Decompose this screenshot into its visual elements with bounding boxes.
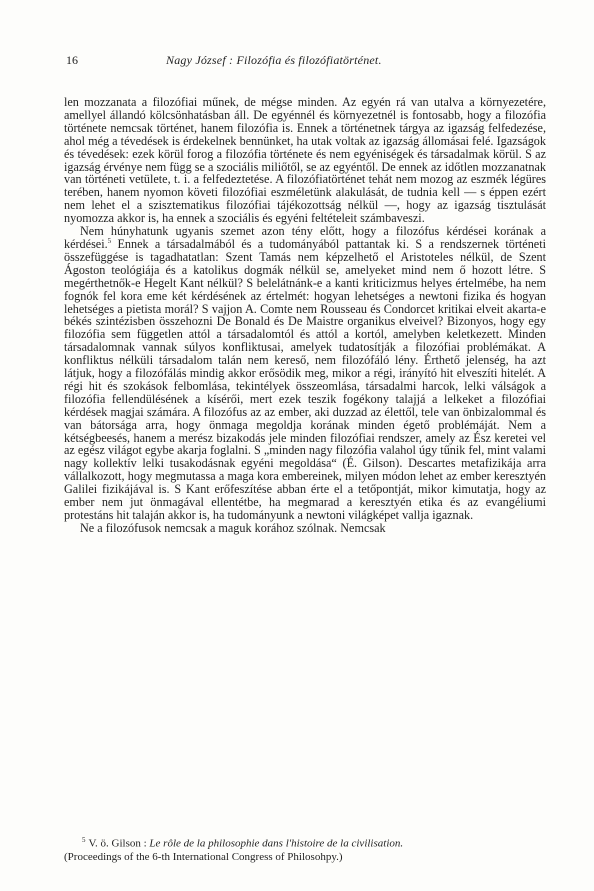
paragraph-2	[64, 225, 546, 522]
footnote-line-1	[64, 834, 546, 851]
running-head: Nagy József : Filozófia és filozófiatörténet.	[166, 53, 382, 67]
footnote-title: Le rôle de la philosophie dans l'histoire de la civilisation.	[149, 837, 404, 850]
paragraph-2-text-a: Nem húnyhatunk ugyanis szemet azon tény előtt, hogy a filozófus kérdései korának a kérdései.	[64, 224, 546, 251]
paragraph-2-text-b: Ennek a társadalmából és a tudományából pattantak ki. S a rendszernek történeti összefüggése is tagadhatatlan: Szent Tamás nem képzelhető el Aristoteles nélkül, de Szent Ágoston teológiája és a katolikus dogmák nélkül se, amelyeket mind nem ő hozott létre. S megérthetnők-e Hegelt Kant nélkül? S belelátnánk-e a kanti kriticizmus helyes értelmébe, ha nem fognók fel kora eme két kérdésének az értelmét: hogyan lehetséges a newtoni fizika és hogyan lehetséges a pietista morál? S vajjon A. Comte nem Rousseau és Condorcet kritikai elveit akarta-e békés szintézisben összehozni De Bonald és De Maistre organikus elveivel? Bizonyos, hogy egy filozófia sem független attól a társadalomtól és attól a kortól, amelyben keletkezett. Minden társadalomnak vannak súlyos konfliktusai, amelyek tudatosítják a filozófiai problémákat. A konfliktus nélküli társadalom talán nem kereső, nem filozófáló lény. Érthető jelenség, ha azt látjuk, hogy a filozófálás mindig akkor erősödik meg, mikor a régi, irányító hit elveszíti hitelét. A régi hit és szokások felbomlása, tekintélyek összeomlása, társadalmi harcok, lelki válságok a filozófia fellendülésének a kísérői, mert ezek teszik fogékony talajjá a lelkeket a filozófiai kérdések magjai számára. A filozófus az az ember, aki duzzad az élettől, tele van önbizalommal és van bátorsága arra, hogy önmaga megoldja korának minden égető problémáját. Nem a kétségbeesés, hanem a merész bizakodás jele minden filozófiai rendszer, amely az Ész keretei vel az egész világot egybe akarja foglalni. S „minden nagy filozófia valahol úgy tűnik fel, mint valami nagy kollektív lelki tusakodásnak egyéni megoldása“ (É. Gilson). Descartes metafizikája arra vállalkozott, hogy megmutassa a maga kora embereinek, milyen módon lehet az ember keresztyén Galilei fizikájával is. S Kant erőfeszítése abban érte el a tetőpontját, mikor kimutatja, hogy az ember nem jut önmagával ellentétbe, ha megmarad a keresztyén etika és az evangéliumi protestáns hit talaján akkor is, ha tudományunk a newtoni világképet vallja igaznak.	[64, 236, 546, 522]
paragraph-1: len mozzanata a filozófiai műnek, de mégse minden. Az egyén rá van utalva a környezetére, amellyel állandó kölcsönhatásban áll. De egyénnél és környezetnél is fontosabb, hogy a filozófia története nemcsak történet, hanem filozófia is. Ennek a történetnek tárgya az igazság felfedezése, ahol még a tévedések is érdekelnek bennünket, ha utak voltak az igazság állomásai felé. Igazságok és tévedések: ezek körül forog a filozófia története és nem egyéniségek és társadalmak körül. S az igazság érvénye nem függ se a szociális miliőtől, se az egyéntől. De ennek az időtlen mozzanatnak van történeti vetülete, t. i. a felfedeztetése. A filozófiatörténet tehát nem mozog az eszmék légüres terében, hanem nyomon követi filozófiai eszméletünk alakulását, de tudnia kell — s éppen ezért nem lehet el a szisztematikus filozófiai tájékozottság nélkül —, hogy az igazság tisztulását nyomozza akkor is, ha ennek a szociális és egyéni feltételeit számbaveszi.	[64, 95, 546, 226]
footnote-author: V. ö. Gilson :	[88, 837, 147, 850]
body-text	[64, 96, 546, 535]
footnote	[64, 834, 546, 864]
footnote-source: (Proceedings of the 6-th International Congress of Philosohpy.)	[64, 850, 343, 863]
page-number: 16	[66, 53, 78, 67]
footnote-reference: 5	[107, 236, 112, 245]
paragraph-3: Ne a filozófusok nemcsak a maguk korához szólnak. Nemcsak	[80, 520, 386, 535]
footnote-mark: 5	[82, 836, 86, 844]
page-header	[66, 52, 546, 68]
